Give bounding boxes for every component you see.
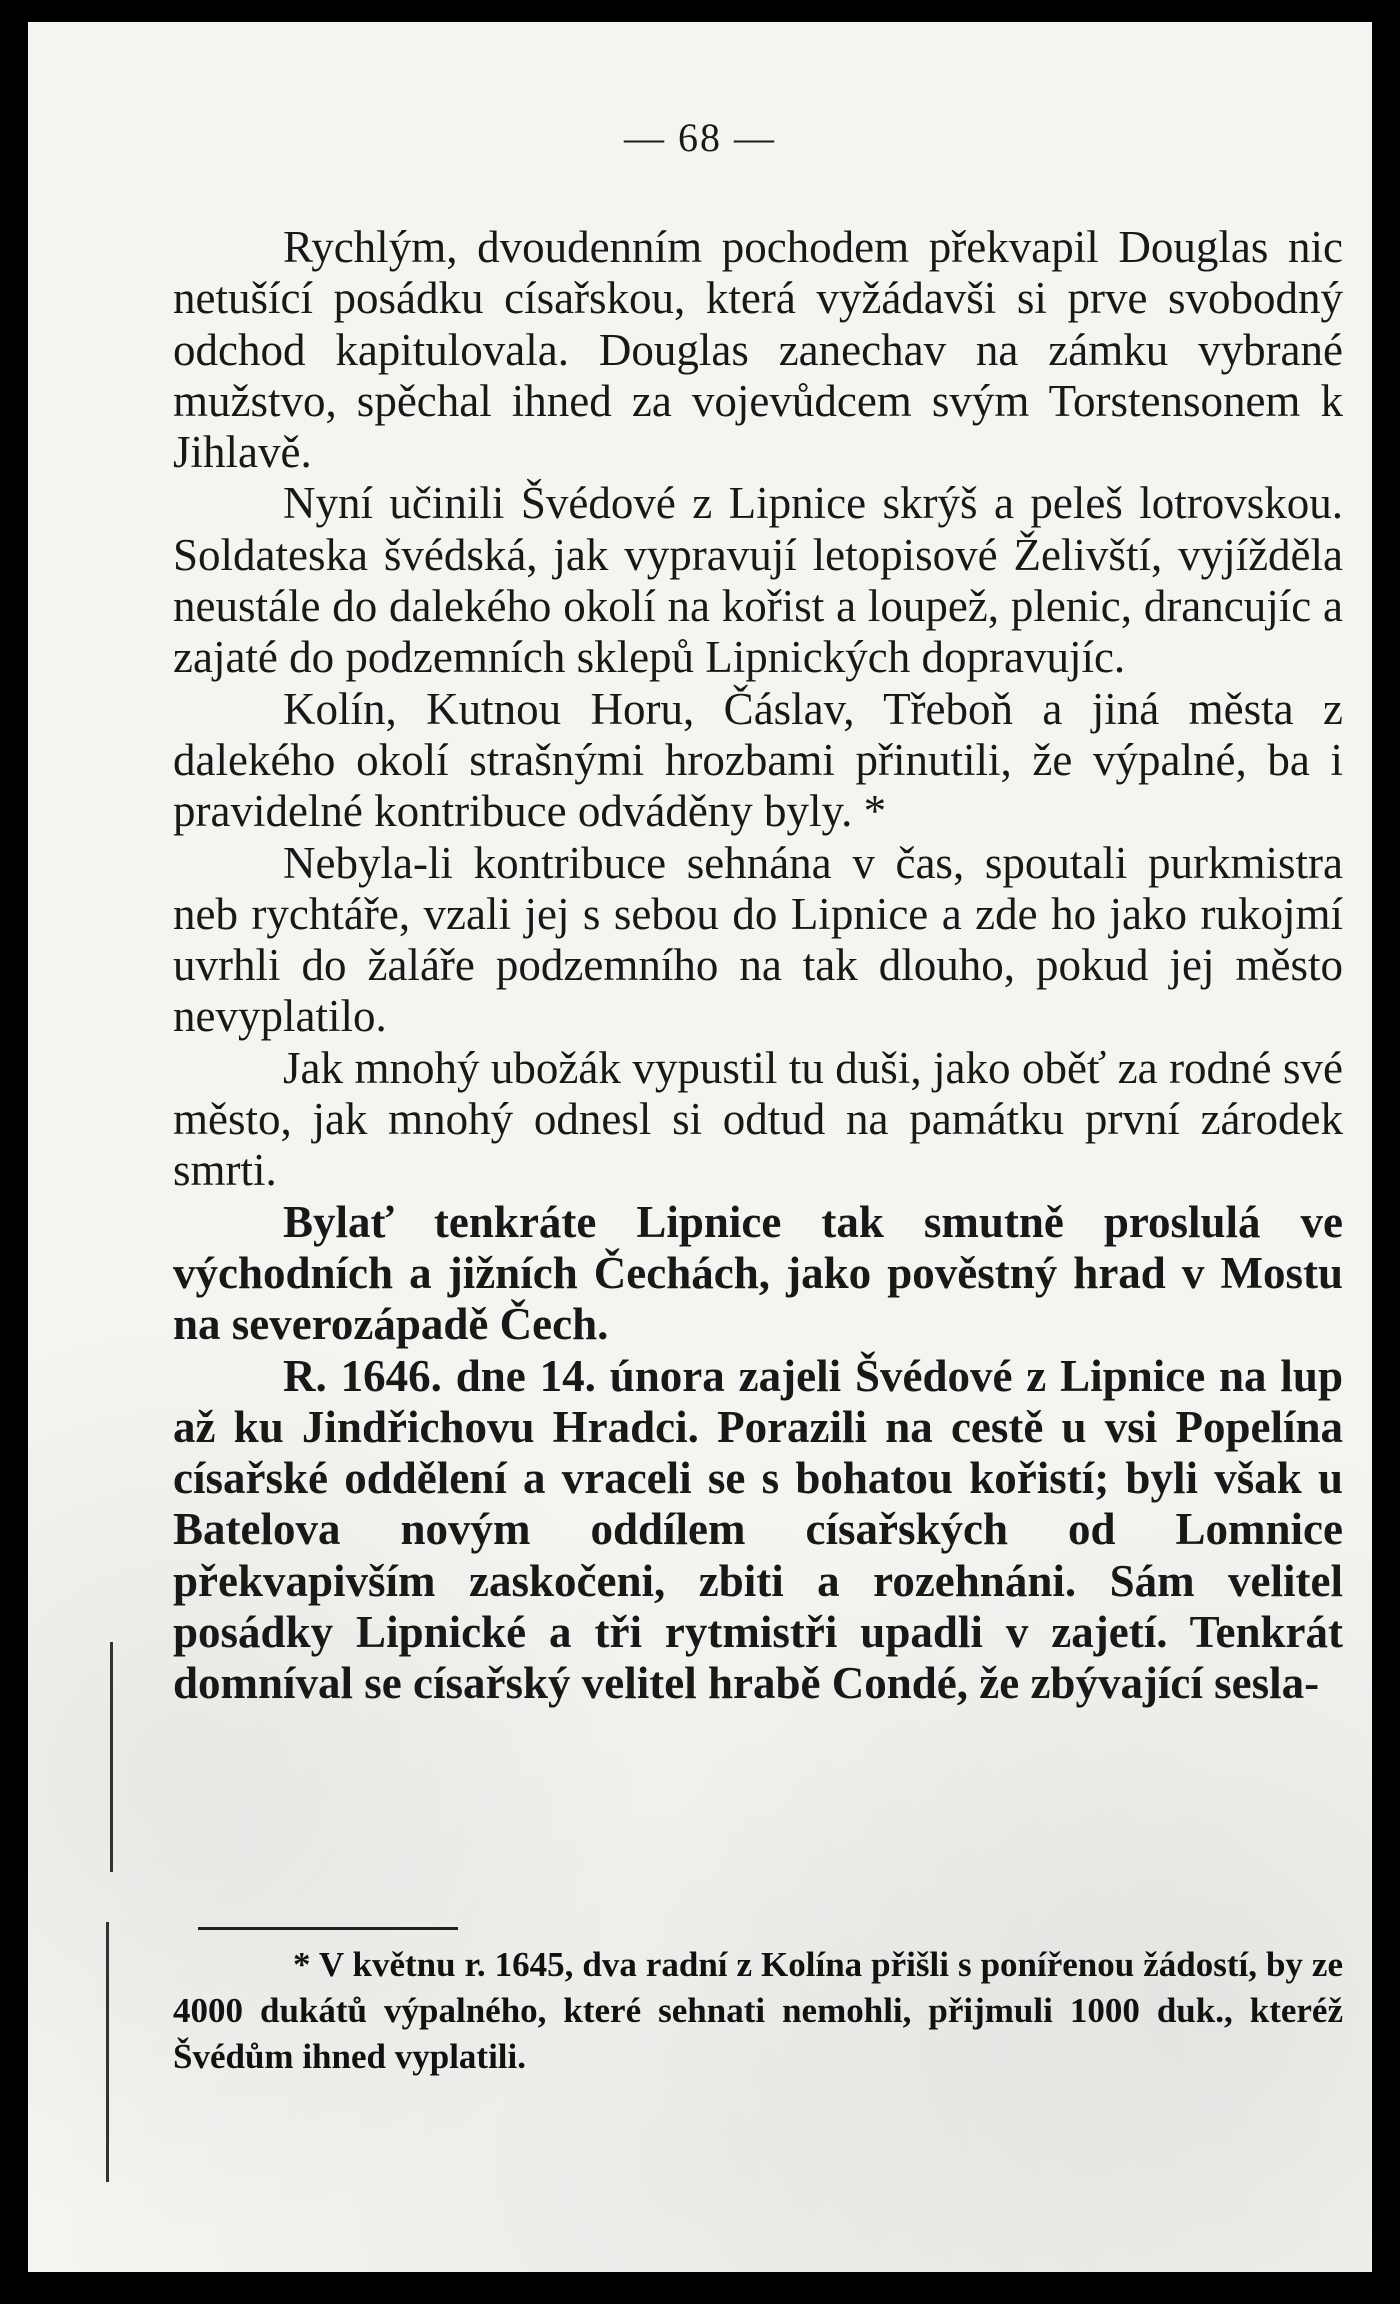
paragraph: Jak mnohý ubožák vypustil tu duši, jako oběť za rodné své město, jak mnohý odnesl si odtud na památku první zárodek smrti. [173, 1042, 1343, 1196]
paragraph: Nyní učinili Švédové z Lipnice skrýš a peleš lotrovskou. Soldateska švédská, jak vypravují letopisové Želivští, vyjížděla neustále do dalekého okolí na kořist a loupež, plenic, drancujíc a zajaté do podzemních sklepů Lipnických dopravujíc. [173, 478, 1343, 683]
margin-scratch-mark [110, 1642, 113, 1872]
book-page [28, 22, 1372, 2272]
main-text [173, 222, 1343, 1710]
paragraph: Kolín, Kutnou Horu, Čáslav, Třeboň a jiná města z dalekého okolí strašnými hrozbami přinutili, že výpalné, ba i pravidelné kontribuce odváděny byly. * [173, 683, 1343, 837]
footnote: * V květnu r. 1645, dva radní z Kolína přišli s ponířenou žádostí, by ze 4000 dukátů výpalného, které sehnati nemohli, přijmuli 1000 duk., kteréž Švédům ihned vyplatili. [173, 1945, 1343, 2076]
paragraph: R. 1646. dne 14. února zajeli Švédové z Lipnice na lup až ku Jindřichovu Hradci. Porazili na cestě u vsi Popelína císařské oddělení a vraceli se s bohatou kořistí; byli však u Batelova novým oddílem císařských od Lomnice překvapivším zaskočeni, zbiti a rozehnáni. Sám velitel posádky Lipnické a tři rytmistři upadli v zajetí. Tenkrát domníval se císařský velitel hrabě Condé, že zbývající sesla- [173, 1350, 1343, 1709]
paragraph: Bylať tenkráte Lipnice tak smutně proslulá ve východních a jižních Čechách, jako pověstný hrad v Mostu na severozápadě Čech. [173, 1196, 1343, 1350]
paragraph: Rychlým, dvoudenním pochodem překvapil Douglas nic netušící posádku císařskou, která vyžádavši si prve svobodný odchod kapitulovala. Douglas zanechav na zámku vybrané mužstvo, spěchal ihned za vojevůdcem svým Torstensonem k Jihlavě. [173, 222, 1343, 478]
margin-scratch-mark [106, 1922, 109, 2182]
page-number: — 68 — [624, 115, 776, 160]
paragraph: Nebyla-li kontribuce sehnána v čas, spoutali purkmistra neb rychtáře, vzali jej s sebou do Lipnice a zde ho jako rukojmí uvrhli do žaláře podzemního na tak dlouho, pokud jej město nevyplatilo. [173, 837, 1343, 1042]
footnote-divider [198, 1927, 458, 1930]
